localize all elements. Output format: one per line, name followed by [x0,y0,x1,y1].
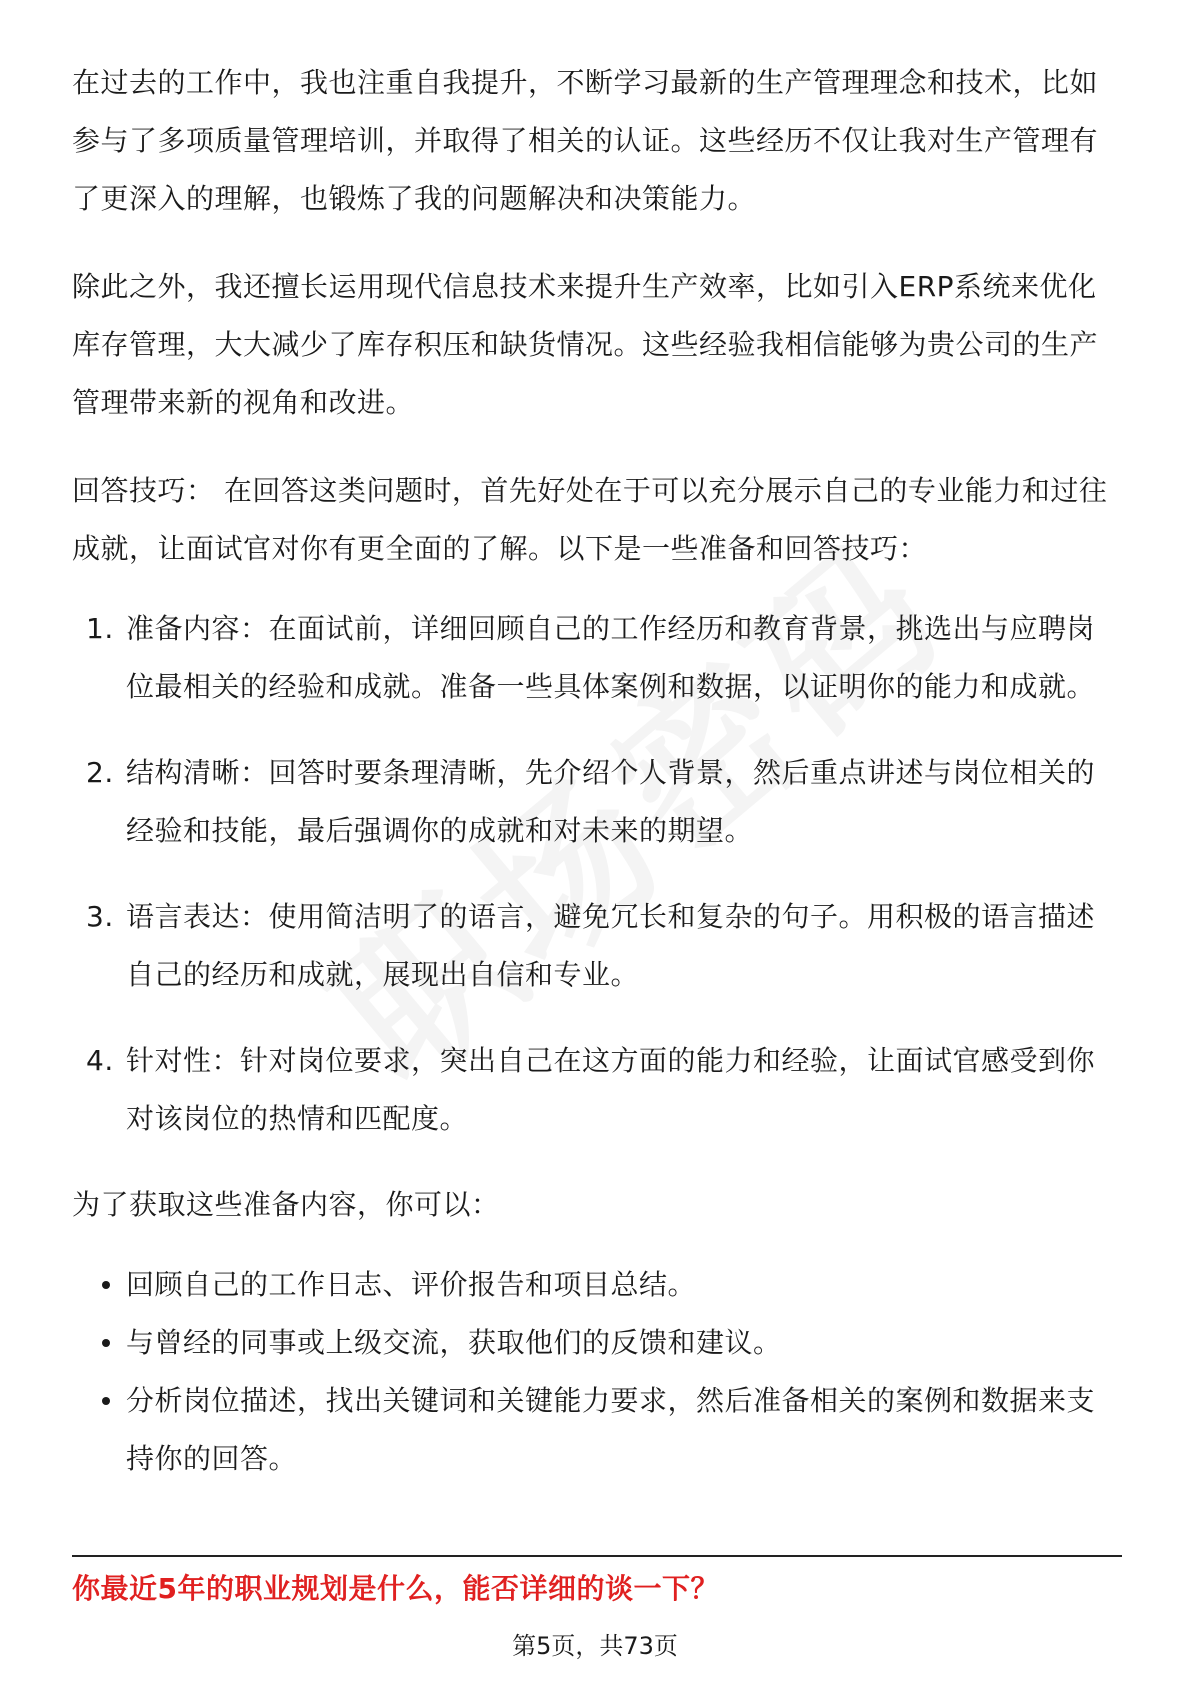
list-item-text: 针对性：针对岗位要求，突出自己在这方面的能力和经验，让面试官感受到你对该岗位的热情和匹配度。 [126,1044,1096,1135]
paragraph-self-improvement: 在过去的工作中，我也注重自我提升，不断学习最新的生产管理理念和技术，比如参与了多项质量管理培训，并取得了相关的认证。这些经历不仅让我对生产管理有了更深入的理解，也锻炼了我的问题解决和决策能力。 [72,66,1099,215]
bullet-dot-icon [102,1339,110,1347]
page-content [72,54,1122,1502]
list-number: 2. [86,756,114,789]
list-item [72,1032,1122,1148]
list-number: 1. [86,612,114,645]
bullet-text: 分析岗位描述，找出关键词和关键能力要求，然后准备相关的案例和数据来支持你的回答。 [126,1384,1096,1475]
bullet-item [72,1314,1122,1372]
bullet-dot-icon [102,1397,110,1405]
paragraph-prep-intro: 为了获取这些准备内容，你可以： [72,1188,500,1221]
bullet-item [72,1372,1122,1488]
bullet-text: 与曾经的同事或上级交流，获取他们的反馈和建议。 [126,1326,782,1359]
list-number: 4. [86,1044,114,1077]
bullet-dot-icon [102,1281,110,1289]
paragraph-it-skills: 除此之外，我还擅长运用现代信息技术来提升生产效率，比如引入ERP系统来优化库存管理，大大减少了库存积压和缺货情况。这些经验我相信能够为贵公司的生产管理带来新的视角和改进。 [72,270,1099,419]
page-number-footer: 第5页，共73页 [512,1632,678,1660]
list-item-text: 语言表达：使用简洁明了的语言，避免冗长和复杂的句子。用积极的语言描述自己的经历和成就，展现出自信和专业。 [126,900,1096,991]
list-item [72,744,1122,860]
tips-list [72,600,1122,1148]
list-item [72,888,1122,1004]
list-item [72,600,1122,716]
list-item-text: 结构清晰：回答时要条理清晰，先介绍个人背景，然后重点讲述与岗位相关的经验和技能，最后强调你的成就和对未来的期望。 [126,756,1096,847]
prep-bullet-list [72,1256,1122,1488]
paragraph-answer-tips: 回答技巧： 在回答这类问题时，首先好处在于可以充分展示自己的专业能力和过往成就，让面试官对你有更全面的了解。以下是一些准备和回答技巧： [72,474,1108,565]
bullet-text: 回顾自己的工作日志、评价报告和项目总结。 [126,1268,697,1301]
next-question-heading: 你最近5年的职业规划是什么，能否详细的谈一下？ [72,1572,719,1605]
list-number: 3. [86,900,114,933]
section-divider [72,1555,1122,1557]
bullet-item [72,1256,1122,1314]
list-item-text: 准备内容：在面试前，详细回顾自己的工作经历和教育背景，挑选出与应聘岗位最相关的经验和成就。准备一些具体案例和数据，以证明你的能力和成就。 [126,612,1096,703]
